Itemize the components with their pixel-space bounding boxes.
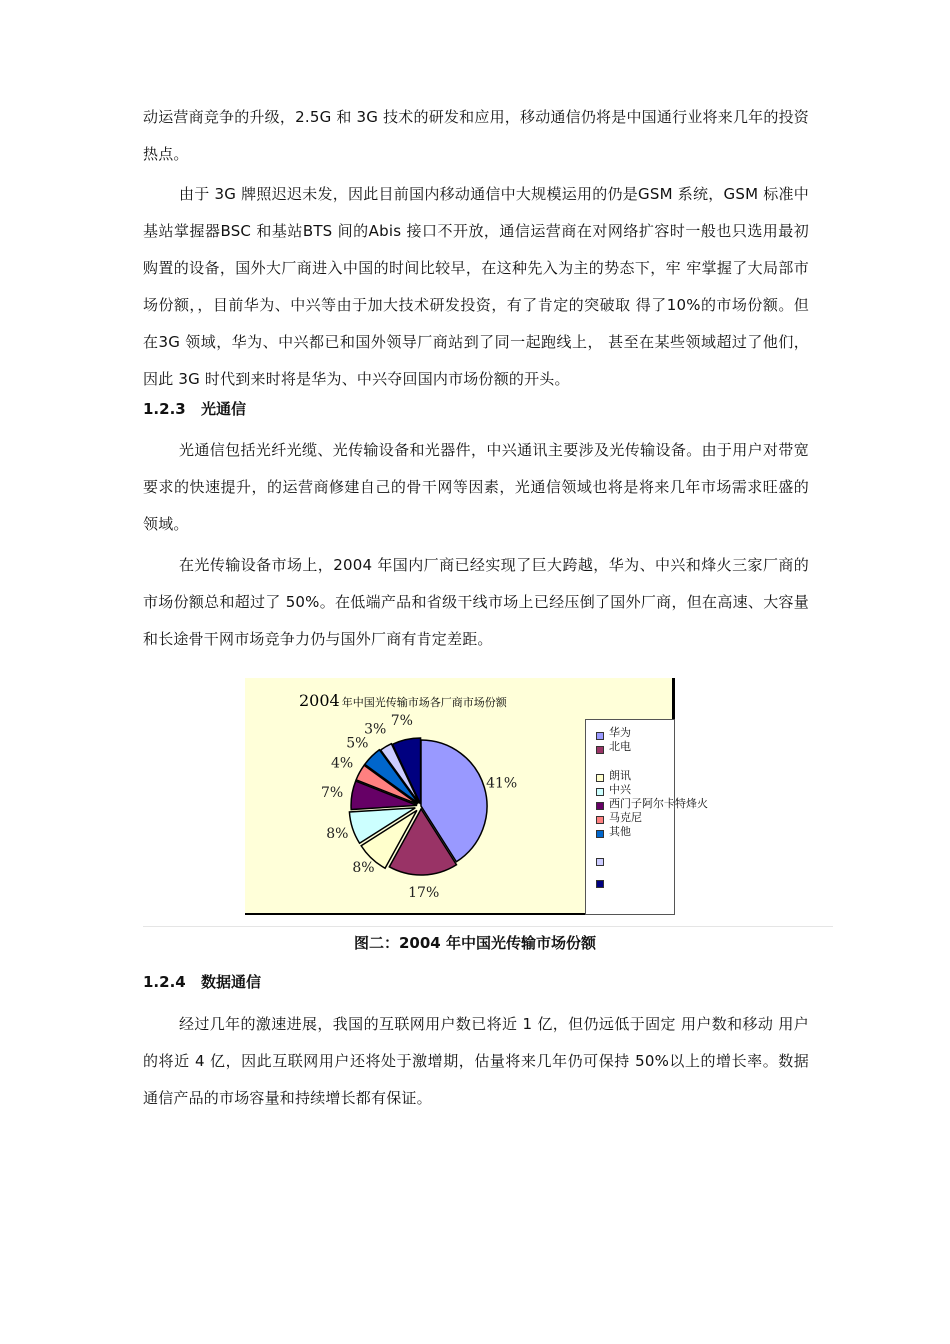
section-title: 数据通信 [201, 973, 262, 991]
pie-slice-label: 7% [390, 713, 413, 730]
legend-label: 朗讯 [609, 769, 631, 782]
pie-chart [245, 678, 708, 915]
legend-label: 西门子阿尔卡特烽火 [609, 797, 708, 810]
legend-swatch [596, 816, 604, 824]
caption-divider [143, 926, 833, 927]
legend-swatch [596, 858, 604, 866]
pie-slice-label: 8% [326, 826, 349, 843]
legend-swatch [596, 774, 604, 782]
pie-slice-label: 8% [352, 860, 375, 877]
section-number: 1.2.3 [143, 400, 186, 418]
pie-slice-label: 5% [346, 735, 369, 752]
figure-caption: 图二：2004 年中国光传输市场份额 [354, 934, 596, 952]
legend-label: 华为 [609, 726, 631, 739]
legend-swatch [596, 830, 604, 838]
legend-swatch [596, 732, 604, 740]
chart-title [299, 691, 508, 710]
pie-slice-label: 17% [408, 884, 440, 901]
paragraph-optical-market: 在光传输设备市场上，2004 年国内厂商已经实现了巨大跨越，华为、中兴和烽火三家厂商的市场份额总和超过了 50%。在低端产品和省级干线市场上已经压倒了国外厂商，但在高速、大容量和长途骨干网市场竞争力仍与国外厂商有肯定差距。 [143, 556, 809, 648]
pie-slice-label: 3% [364, 721, 387, 738]
pie-slice-label: 41% [486, 775, 518, 792]
legend-swatch [596, 802, 604, 810]
paragraph-optical-intro: 光通信包括光纤光缆、光传输设备和光器件，中兴通讯主要涉及光传输设备。由于用户对带宽要求的快速提升，的运营商修建自己的骨干网等因素，光通信领域也将是将来几年市场需求旺盛的领域。 [143, 441, 809, 533]
paragraph-data-comm: 经过几年的激速进展，我国的互联网用户数已将近 1 亿，但仍远低于固定 用户数和移动 用户的将近 4 亿，因此互联网用户还将处于激增期，估量将来几年仍可保持 50%以上的增长率。数据通信产品的市场容量和持续增长都有保证。 [143, 1015, 809, 1107]
pie-slice-label: 4% [331, 755, 354, 772]
legend-label: 中兴 [609, 783, 631, 796]
legend-swatch [596, 880, 604, 888]
chart-legend [585, 719, 708, 915]
pie-slice-label: 7% [320, 784, 344, 801]
legend-swatch [596, 746, 604, 754]
legend-label: 马克尼 [609, 811, 642, 824]
legend-label: 北电 [609, 740, 631, 753]
section-heading-optical [143, 399, 246, 419]
paragraph-3g-gsm: 由于 3G 牌照迟迟未发，因此目前国内移动通信中大规模运用的仍是GSM 系统，GSM 标准中基站掌握器BSC 和基站BTS 间的Abis 接口不开放，通信运营商在对网络扩容时一般也只选用最初购置的设备，国外大厂商进入中国的时间比较早，在这种先入为主的势态下，牢 牢掌握了大局部市场份额，，目前华为、中兴等由于加大技术研发投资，有了肯定的突破取 得了10%的市场份额。但在3G 领域，华为、中兴都已和国外领导厂商站到了同一起跑线上， 甚至在某些领域超过了他们，因此 3G 时代到来时将是华为、中兴夺回国内市场份额的开头。 [143, 185, 809, 388]
legend-label: 其他 [609, 825, 631, 838]
section-number: 1.2.4 [143, 973, 186, 991]
section-heading-data [143, 972, 261, 992]
chart-title-year: 2004 [299, 691, 340, 710]
section-title: 光通信 [201, 400, 247, 418]
legend-swatch [596, 788, 604, 796]
paragraph-mobile-investment: 动运营商竞争的升级，2.5G 和 3G 技术的研发和应用，移动通信仍将是中国通行业将来几年的投资热点。 [143, 108, 809, 163]
chart-title-text: 年中国光传输市场各厂商市场份额 [341, 696, 507, 709]
